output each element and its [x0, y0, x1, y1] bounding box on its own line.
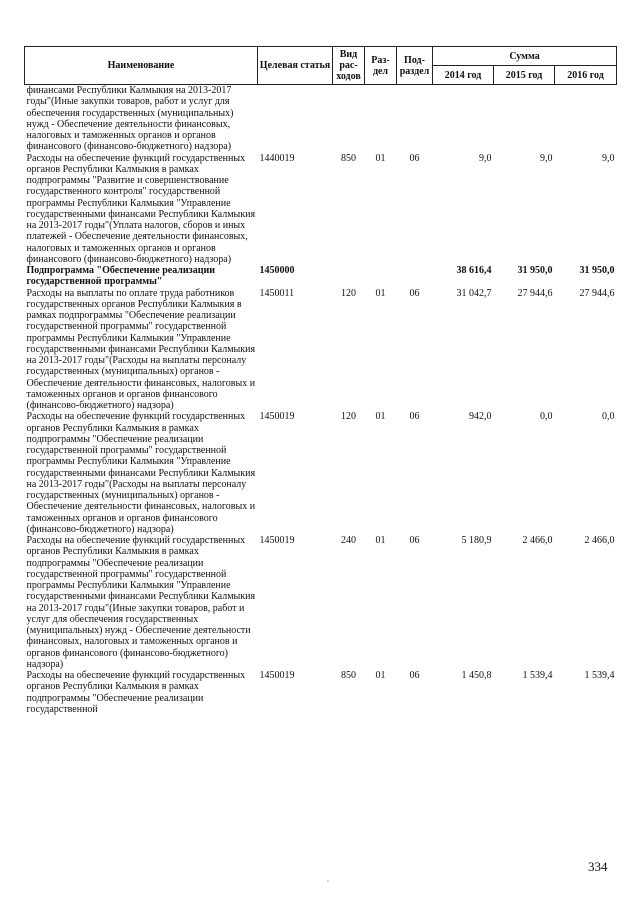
header-code: Целевая статья — [258, 47, 333, 85]
row-name: Расходы на обеспечение функций государственных органов Республики Калмыкия в рамках подпрограммы "Развитие и совершенствование государственного контроля" государственной программы Республики Калмыкия "Управление государственными финансами Республики Калмыкия на 2013-2017 годы"(Уплата налогов, сборов и иных платежей - Обеспечение деятельности финансовых, налоговых и таможенных органов и органов финансового (финансово-бюджетного) надзора) — [26, 152, 256, 265]
row-code: 1450011 — [259, 287, 295, 299]
header-podrazdel: Под-раздел — [397, 47, 433, 85]
budget-table — [24, 46, 617, 715]
row-razdel: 01 — [375, 535, 386, 546]
row-vid: 120 — [341, 411, 356, 423]
row-podrazdel: 06 — [409, 411, 420, 423]
row-code: 1440019 — [259, 152, 295, 164]
table-row-subprogram — [25, 265, 617, 288]
row-sum-2015: 2 466,0 — [522, 535, 553, 546]
row-sum-2015 — [494, 85, 555, 153]
header-summa: Сумма — [433, 47, 617, 66]
row-name: Расходы на выплаты по оплате труда работников государственных органов Республики Калмыкия в рамках подпрограммы "Обеспечение реализации государственной программы" государственной программы Республики Калмыкия "Управление государственными финансами Республики Калмыкия на 2013-2017 годы"(Расходы на выплаты персоналу государственных (муниципальных) органов - Обеспечение деятельности финансовых, налоговых и таможенных органов и органов финансового (финансово-бюджетного) надзора) — [26, 287, 256, 411]
row-vid — [333, 85, 365, 153]
row-razdel — [365, 265, 397, 288]
row-vid: 120 — [341, 287, 356, 299]
row-sum-2016: 9,0 — [602, 152, 615, 164]
row-name: Подпрограмма "Обеспечение реализации государственной программы" — [26, 265, 215, 288]
header-2016: 2016 год — [555, 66, 617, 85]
row-sum-2014: 1 450,8 — [461, 670, 492, 681]
header-vid: Вид рас-ходов — [333, 47, 365, 85]
row-name: финансами Республики Калмыкия на 2013-2017 годы"(Иные закупки товаров, работ и услуг для обеспечения государственных (муниципальных) нужд - Обеспечение деятельности финансовых, налоговых и таможенных органов и органов финансового (финансово-бюджетного) надзора) — [26, 85, 234, 153]
row-code: 1450019 — [259, 535, 295, 546]
row-vid — [333, 265, 365, 288]
row-razdel: 01 — [375, 287, 386, 299]
row-sum-2016 — [555, 85, 617, 153]
page-number: 334 — [588, 859, 608, 874]
row-vid: 850 — [341, 152, 356, 164]
row-sum-2015: 27 944,6 — [517, 287, 553, 299]
row-razdel: 01 — [375, 152, 386, 164]
row-razdel: 01 — [375, 411, 386, 423]
row-vid: 850 — [341, 670, 356, 681]
row-sum-2016: 27 944,6 — [579, 287, 615, 299]
row-code: 1450019 — [259, 411, 295, 423]
row-sum-2014: 942,0 — [469, 411, 492, 423]
table-row — [25, 670, 617, 715]
row-podrazdel — [397, 265, 433, 288]
scan-mark: , — [327, 874, 329, 883]
table-row — [25, 411, 617, 535]
header-2014: 2014 год — [433, 66, 494, 85]
row-sum-2016: 31 950,0 — [579, 265, 615, 276]
row-code — [258, 85, 333, 153]
row-razdel: 01 — [375, 670, 386, 681]
row-sum-2014: 5 180,9 — [461, 535, 492, 546]
row-sum-2016: 1 539,4 — [584, 670, 615, 681]
row-razdel — [365, 85, 397, 153]
table-row — [25, 535, 617, 670]
header-name: Наименование — [25, 47, 258, 85]
row-code: 1450019 — [259, 670, 295, 681]
row-name: Расходы на обеспечение функций государственных органов Республики Калмыкия в рамках подпрограммы "Обеспечение реализации государственной — [26, 670, 246, 715]
row-sum-2014 — [433, 85, 494, 153]
row-podrazdel: 06 — [409, 670, 420, 681]
table-row — [25, 85, 617, 153]
row-sum-2015: 0,0 — [540, 411, 553, 423]
row-sum-2015: 9,0 — [540, 152, 553, 164]
table-row — [25, 153, 617, 266]
table-header — [25, 47, 617, 85]
row-sum-2015: 1 539,4 — [522, 670, 553, 681]
table-row — [25, 288, 617, 412]
header-razdel: Раз-дел — [365, 47, 397, 85]
row-name: Расходы на обеспечение функций государственных органов Республики Калмыкия в рамках подпрограммы "Обеспечение реализации государственной программы" государственной программы Республики Калмыкия "Управление государственными финансами Республики Калмыкия на 2013-2017 годы"(Иные закупки товаров, работ и услуг для обеспечения государственных (муниципальных) нужд - Обеспечение деятельности финансовых, налоговых и таможенных органов и органов финансового (финансово-бюджетного) надзора) — [26, 535, 256, 670]
row-sum-2014: 38 616,4 — [456, 265, 492, 276]
row-podrazdel: 06 — [409, 535, 420, 546]
row-vid: 240 — [341, 535, 356, 546]
row-sum-2016: 2 466,0 — [584, 535, 615, 546]
header-2015: 2015 год — [494, 66, 555, 85]
row-name: Расходы на обеспечение функций государственных органов Республики Калмыкия в рамках подпрограммы "Обеспечение реализации государственной программы" государственной программы Республики Калмыкия "Управление государственными финансами Республики Калмыкия на 2013-2017 годы"(Расходы на выплаты персоналу государственных (муниципальных) органов - Обеспечение деятельности финансовых, налоговых и таможенных органов и органов финансового (финансово-бюджетного) надзора) — [26, 411, 256, 535]
table-body — [25, 85, 617, 716]
row-sum-2014: 9,0 — [479, 152, 492, 164]
row-podrazdel: 06 — [409, 287, 420, 299]
row-podrazdel — [397, 85, 433, 153]
row-code: 1450000 — [259, 265, 295, 276]
row-sum-2015: 31 950,0 — [517, 265, 553, 276]
row-sum-2016: 0,0 — [602, 411, 615, 423]
row-podrazdel: 06 — [409, 152, 420, 164]
row-sum-2014: 31 042,7 — [456, 287, 492, 299]
